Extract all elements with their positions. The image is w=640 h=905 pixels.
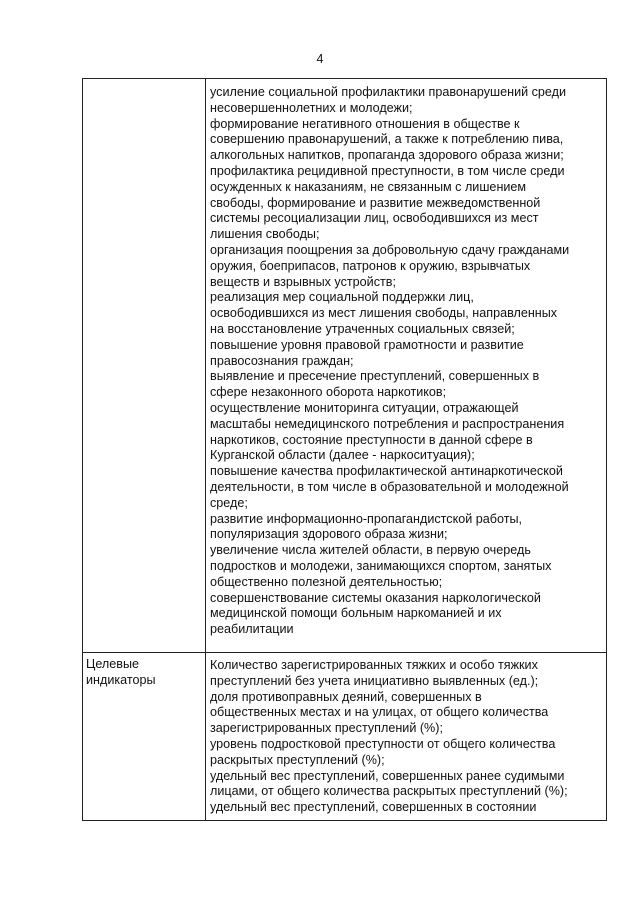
text-line: общественных местах и на улицах, от общего количества xyxy=(210,705,549,720)
text-line: формирование негативного отношения в обществе к xyxy=(210,116,520,131)
text-line: повышение качества профилактической антинаркотической xyxy=(210,464,563,479)
row-label-cell xyxy=(83,653,206,821)
text-line: увеличение числа жителей области, в первую очередь xyxy=(210,543,531,558)
text-line: развитие информационно-пропагандистской работы, xyxy=(210,511,523,526)
table-row xyxy=(83,653,607,821)
text-line: реабилитации xyxy=(210,622,294,637)
text-line: уровень подростковой преступности от общего количества xyxy=(210,736,556,751)
text-line: доля противоправных деяний, совершенных в xyxy=(210,689,482,704)
text-line: оружия, боеприпасов, патронов к оружию, взрывчатых xyxy=(210,258,531,273)
text-line: наркотиков, состояние преступности в данной сфере в xyxy=(210,432,533,447)
text-line: зарегистрированных преступлений (%); xyxy=(210,721,443,736)
text-line: на восстановление утраченных социальных связей; xyxy=(210,321,515,336)
text-line: профилактика рецидивной преступности, в том числе среди xyxy=(210,163,565,178)
text-line: совершению правонарушений, а также к потреблению пива, xyxy=(210,132,564,147)
text-line: удельный вес преступлений, совершенных в состоянии xyxy=(210,800,537,815)
text-line: несовершеннолетних и молодежи; xyxy=(210,100,413,115)
row-label-line: индикаторы xyxy=(86,672,156,687)
text-line: Количество зарегистрированных тяжких и особо тяжких xyxy=(210,658,538,672)
text-line: подростков и молодежи, занимающихся спортом, занятых xyxy=(210,558,552,573)
text-line: деятельности, в том числе в образовательной и молодежной xyxy=(210,479,569,494)
text-line: свободы, формирование и развитие межведомственной xyxy=(210,195,541,210)
text-line: организация поощрения за добровольную сдачу гражданами xyxy=(210,242,570,257)
text-line: масштабы немедицинского потребления и распространения xyxy=(210,416,565,431)
text-line: усиление социальной профилактики правонарушений среди xyxy=(210,85,567,99)
text-line: осужденных к наказаниям, не связанным с лишением xyxy=(210,179,527,194)
text-line: осуществление мониторинга ситуации, отражающей xyxy=(210,400,519,415)
text-line: сфере незаконного оборота наркотиков; xyxy=(210,385,447,400)
text-line: популяризация здорового образа жизни; xyxy=(210,527,448,542)
table-row xyxy=(83,79,607,653)
text-line: веществ и взрывных устройств; xyxy=(210,274,396,289)
text-line: преступлений без учета инициативно выявленных (ед.); xyxy=(210,673,539,688)
text-line: системы ресоциализации лиц, освободившихся из мест xyxy=(210,211,539,226)
text-line: повышение уровня правовой грамотности и развитие xyxy=(210,337,524,352)
text-line: лицами, от общего количества раскрытых преступлений (%); xyxy=(210,784,568,799)
text-line: Курганской области (далее - наркоситуация); xyxy=(210,448,475,463)
text-line: общественно полезной деятельностью; xyxy=(210,574,443,589)
text-line: лишения свободы; xyxy=(210,227,320,242)
text-line: алкогольных напитков, пропаганда здорового образа жизни; xyxy=(210,148,564,163)
text-line: удельный вес преступлений, совершенных ранее судимыми xyxy=(210,768,565,783)
text-line: выявление и пресечение преступлений, совершенных в xyxy=(210,369,540,384)
row-content-cell xyxy=(206,653,607,821)
text-line: среде; xyxy=(210,495,248,510)
text-line: совершенствование системы оказания наркологической xyxy=(210,590,541,605)
row-label-line: Целевые xyxy=(86,657,140,671)
text-line: раскрытых преступлений (%); xyxy=(210,752,385,767)
row-label-cell xyxy=(83,79,206,653)
text-line: медицинской помощи больным наркоманией и их xyxy=(210,606,502,621)
page-number: 4 xyxy=(316,52,324,66)
program-passport-table xyxy=(82,78,607,821)
row-content-cell xyxy=(206,79,607,653)
text-line: правосознания граждан; xyxy=(210,353,354,368)
text-line: реализация мер социальной поддержки лиц, xyxy=(210,290,474,305)
text-line: освободившихся из мест лишения свободы, направленных xyxy=(210,306,558,321)
